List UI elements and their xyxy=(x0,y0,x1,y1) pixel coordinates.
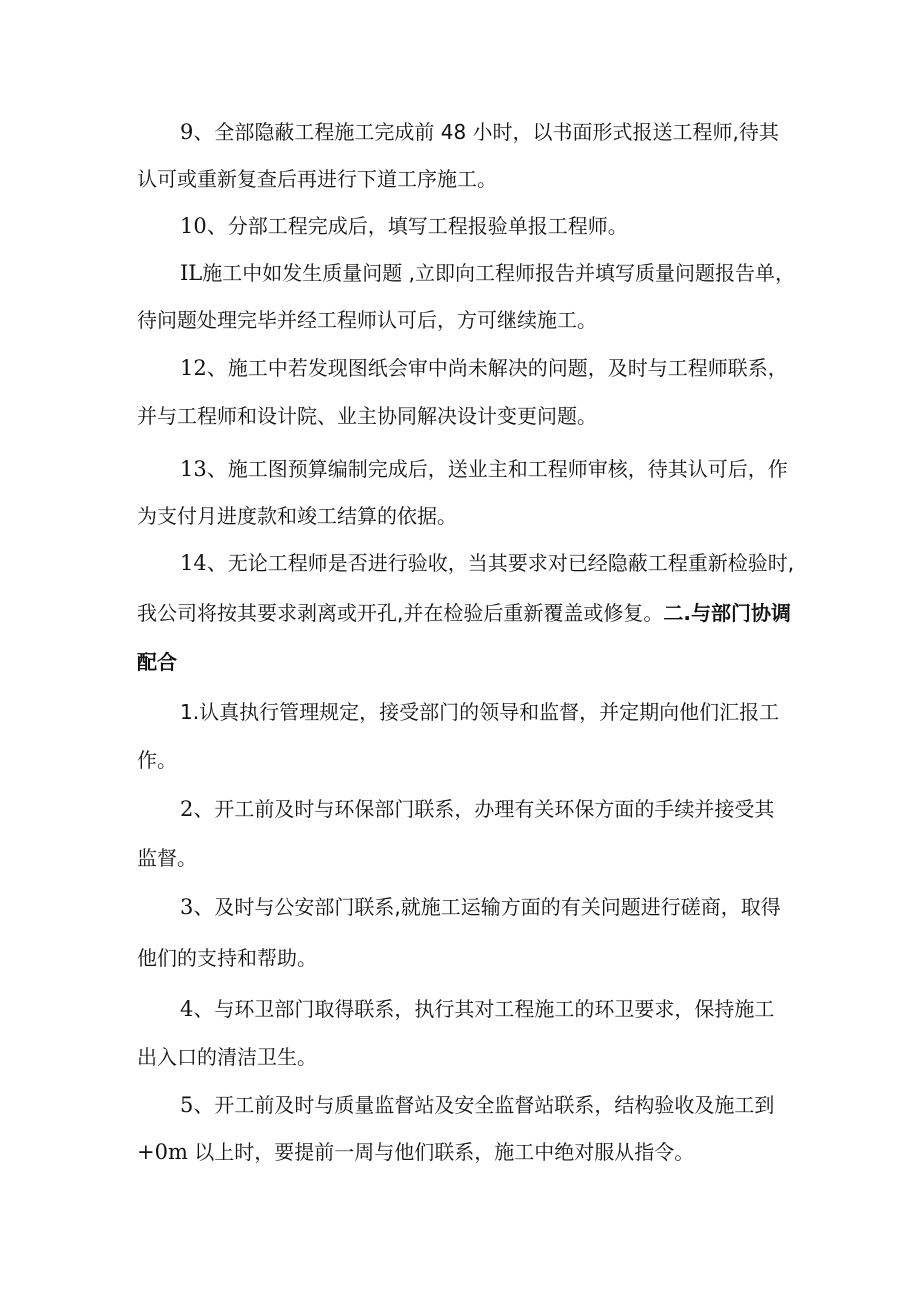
item-number: 3、 xyxy=(180,895,215,919)
item-number: +0m xyxy=(137,1140,188,1164)
dept-item-5-line-1 xyxy=(180,1093,774,1117)
item-number: 14、 xyxy=(180,551,228,575)
item-11-line-2: 待问题处理完毕并经工程师认可后，方可继续施工。 xyxy=(137,308,597,332)
dept-item-2-line-1 xyxy=(180,797,774,821)
item-number: 9、 xyxy=(180,120,215,144)
item-12-line-1 xyxy=(180,356,788,380)
item-text: 及时与公安部门联系,就施工运输方面的有关问题进行磋商，取得 xyxy=(214,895,781,919)
item-number: 2、 xyxy=(180,797,215,821)
item-text: 施工图预算编制完成后，送业主和工程师审核，待其认可后，作 xyxy=(227,457,788,481)
item-text: 全部隐蔽工程施工完成前 48 小时，以书面形式报送工程师,待其 xyxy=(214,120,779,144)
dept-item-3-line-2: 他们的支持和帮助。 xyxy=(137,946,317,970)
item-text: 分部工程完成后，填写工程报验单报工程师。 xyxy=(227,214,628,238)
item-text: 开工前及时与质量监督站及安全监督站联系，结构验收及施工到 xyxy=(214,1093,775,1117)
item-9-line-2: 认可或重新复查后再进行下道工序施工。 xyxy=(137,167,497,191)
dept-item-5-line-2 xyxy=(137,1140,694,1164)
item-14-line-1 xyxy=(180,551,794,575)
item-text: 与环卫部门取得联系，执行其对工程施工的环卫要求，保持施工 xyxy=(214,997,775,1021)
section-heading: 二.与部门协调 xyxy=(663,601,791,625)
item-number: 13、 xyxy=(180,457,228,481)
dept-item-1-line-1: 1.认真执行管理规定，接受部门的领导和监督，并定期向他们汇报工 xyxy=(180,700,780,724)
item-text: 无论工程师是否进行验收，当其要求对已经隐蔽工程重新检验时, xyxy=(227,551,795,575)
item-text: 施工中如发生质量问题 ,立即向工程师报告并填写质量问题报告单， xyxy=(202,261,795,285)
item-text: 我公司将按其要求剥离或开孔,并在检验后重新覆盖或修复。 xyxy=(137,601,664,625)
item-11-line-1 xyxy=(180,261,795,285)
dept-item-3-line-1 xyxy=(180,895,781,919)
item-text: 施工中若发现图纸会审中尚未解决的问题，及时与工程师联系， xyxy=(227,356,788,380)
dept-item-2-line-2: 监督。 xyxy=(137,846,197,870)
item-number: 10、 xyxy=(180,214,228,238)
item-9-line-1 xyxy=(180,120,779,144)
dept-item-4-line-1 xyxy=(180,997,774,1021)
dept-item-4-line-2: 出入口的清洁卫生。 xyxy=(137,1045,317,1069)
item-13-line-2: 为支付月进度款和竣工结算的依据。 xyxy=(137,504,457,528)
item-10-line-1 xyxy=(180,214,628,238)
item-12-line-2: 并与工程师和设计院、业主协同解决设计变更问题。 xyxy=(137,404,597,428)
item-14-line-2 xyxy=(137,601,791,625)
item-number: IL xyxy=(180,261,203,285)
dept-item-1-line-2: 作。 xyxy=(137,748,177,772)
item-text: 以上时，要提前一周与他们联系，施工中绝对服从指令。 xyxy=(194,1140,695,1164)
item-13-line-1 xyxy=(180,457,788,481)
section-heading-continued: 配合 xyxy=(137,650,177,674)
item-text: 开工前及时与环保部门联系，办理有关环保方面的手续并接受其 xyxy=(214,797,775,821)
item-number: 4、 xyxy=(180,997,215,1021)
item-number: 5、 xyxy=(180,1093,215,1117)
item-number: 12、 xyxy=(180,356,228,380)
